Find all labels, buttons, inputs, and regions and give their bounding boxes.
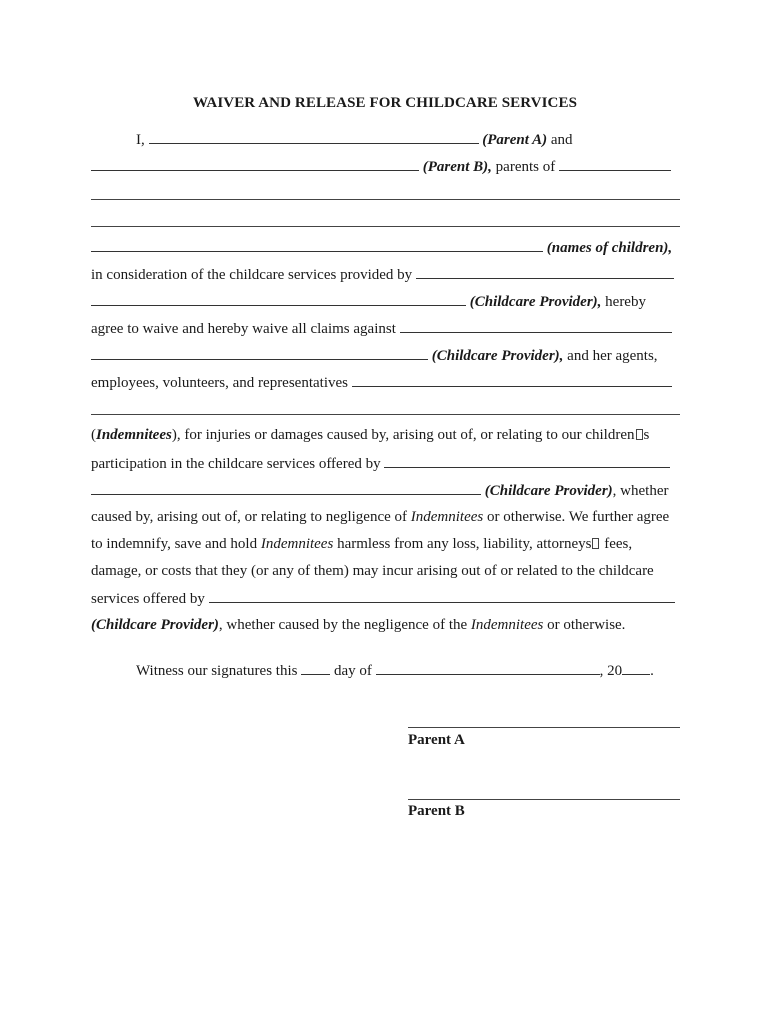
text-day-of: day of <box>333 663 372 679</box>
year-field[interactable] <box>622 661 650 675</box>
line-provider-whether <box>91 481 668 500</box>
text-participation: participation in the childcare services offered by <box>91 456 381 472</box>
missing-glyph-icon <box>592 538 599 549</box>
label-indemnitees: Indemnitees <box>96 427 172 443</box>
representatives-field-2[interactable] <box>91 414 680 415</box>
provider-field-3[interactable] <box>400 319 672 333</box>
text-or-otherwise: or otherwise. <box>547 617 626 633</box>
children-names-field-1[interactable] <box>559 157 671 171</box>
line-provider-hereby <box>91 292 646 311</box>
signature-label-parent-a: Parent A <box>408 732 465 748</box>
text-consideration: in consideration of the childcare services provided by <box>91 267 413 283</box>
text-damage: damage, or costs that they (or any of them) may incur arising out of or related to the childcare <box>91 563 654 579</box>
text-whether: , whether <box>612 483 669 499</box>
children-names-field-2[interactable] <box>91 199 680 200</box>
parent-a-name-field[interactable] <box>149 130 479 144</box>
line-indemnitees: (Indemnitees), for injuries or damages caused by, arising out of, or relating to our children s <box>91 427 650 443</box>
line-final-clause <box>91 616 625 634</box>
text-services-offered: services offered by <box>91 591 205 607</box>
provider-field-5[interactable] <box>384 454 670 468</box>
text-indemnify: to indemnify, save and hold <box>91 536 258 552</box>
representatives-field-1[interactable] <box>352 373 672 387</box>
text-year-prefix: , 20 <box>599 663 623 679</box>
month-field[interactable] <box>376 661 600 675</box>
label-names-of-children: (names of children), <box>546 240 673 256</box>
label-indemnitees: Indemnitees <box>470 617 544 633</box>
text-harmless: harmless from any loss, liability, attorneys <box>337 536 592 552</box>
text-further-agree: or otherwise. We further agree <box>487 509 670 525</box>
text-parents-of: parents of <box>495 159 556 175</box>
text-waive-claims: agree to waive and hereby waive all claims against <box>91 321 396 337</box>
label-childcare-provider: (Childcare Provider), <box>431 348 564 364</box>
line-names-of-children <box>91 238 672 257</box>
line-negligence <box>91 508 669 526</box>
text-negligence: caused by, arising out of, or relating to negligence of <box>91 509 408 525</box>
label-childcare-provider: (Childcare Provider) <box>91 617 219 633</box>
provider-field-4[interactable] <box>91 346 428 360</box>
text-and: and <box>550 132 573 148</box>
text-i: I, <box>136 132 145 148</box>
label-indemnitees: Indemnitees <box>410 509 484 525</box>
provider-field-2[interactable] <box>91 292 466 306</box>
text-witness: Witness our signatures this <box>136 663 298 679</box>
text-hereby: hereby <box>605 294 646 310</box>
line-witness <box>136 661 654 680</box>
line-services-offered <box>91 589 675 608</box>
line-damage <box>91 562 654 580</box>
parent-b-name-field[interactable] <box>91 157 419 171</box>
text-injuries: ), for injuries or damages caused by, arising out of, or relating to our children <box>171 427 635 443</box>
label-childcare-provider: (Childcare Provider), <box>469 294 602 310</box>
signature-line-parent-b[interactable] <box>408 799 680 800</box>
provider-field-7[interactable] <box>209 589 675 603</box>
text-fees: fees, <box>604 536 633 552</box>
line-parent-b <box>91 157 671 176</box>
text-s: s <box>643 427 650 443</box>
provider-field-6[interactable] <box>91 481 481 495</box>
children-names-field-3[interactable] <box>91 226 680 227</box>
line-participation <box>91 454 670 473</box>
signature-label-parent-b: Parent B <box>408 803 465 819</box>
text-caused-by: , whether caused by the negligence of the <box>218 617 468 633</box>
line-provided-by <box>91 265 674 284</box>
text-her-agents: and her agents, <box>567 348 658 364</box>
line-waive-claims <box>91 319 672 338</box>
label-indemnitees: Indemnitees <box>260 536 334 552</box>
provider-field-1[interactable] <box>416 265 674 279</box>
line-parent-a <box>136 130 573 149</box>
document-title: WAIVER AND RELEASE FOR CHILDCARE SERVICES <box>192 95 578 111</box>
text-period: . <box>650 663 654 679</box>
line-provider-agents <box>91 346 658 365</box>
line-indemnify <box>91 535 632 553</box>
label-childcare-provider: (Childcare Provider) <box>484 483 613 499</box>
children-names-field-4[interactable] <box>91 238 543 252</box>
label-parent-a: (Parent A) <box>482 132 548 148</box>
day-field[interactable] <box>301 661 330 675</box>
signature-line-parent-a[interactable] <box>408 727 680 728</box>
line-representatives <box>91 373 672 392</box>
label-parent-b: (Parent B), <box>422 159 492 175</box>
missing-glyph-icon <box>636 429 643 440</box>
text-representatives: employees, volunteers, and representatives <box>91 375 348 391</box>
